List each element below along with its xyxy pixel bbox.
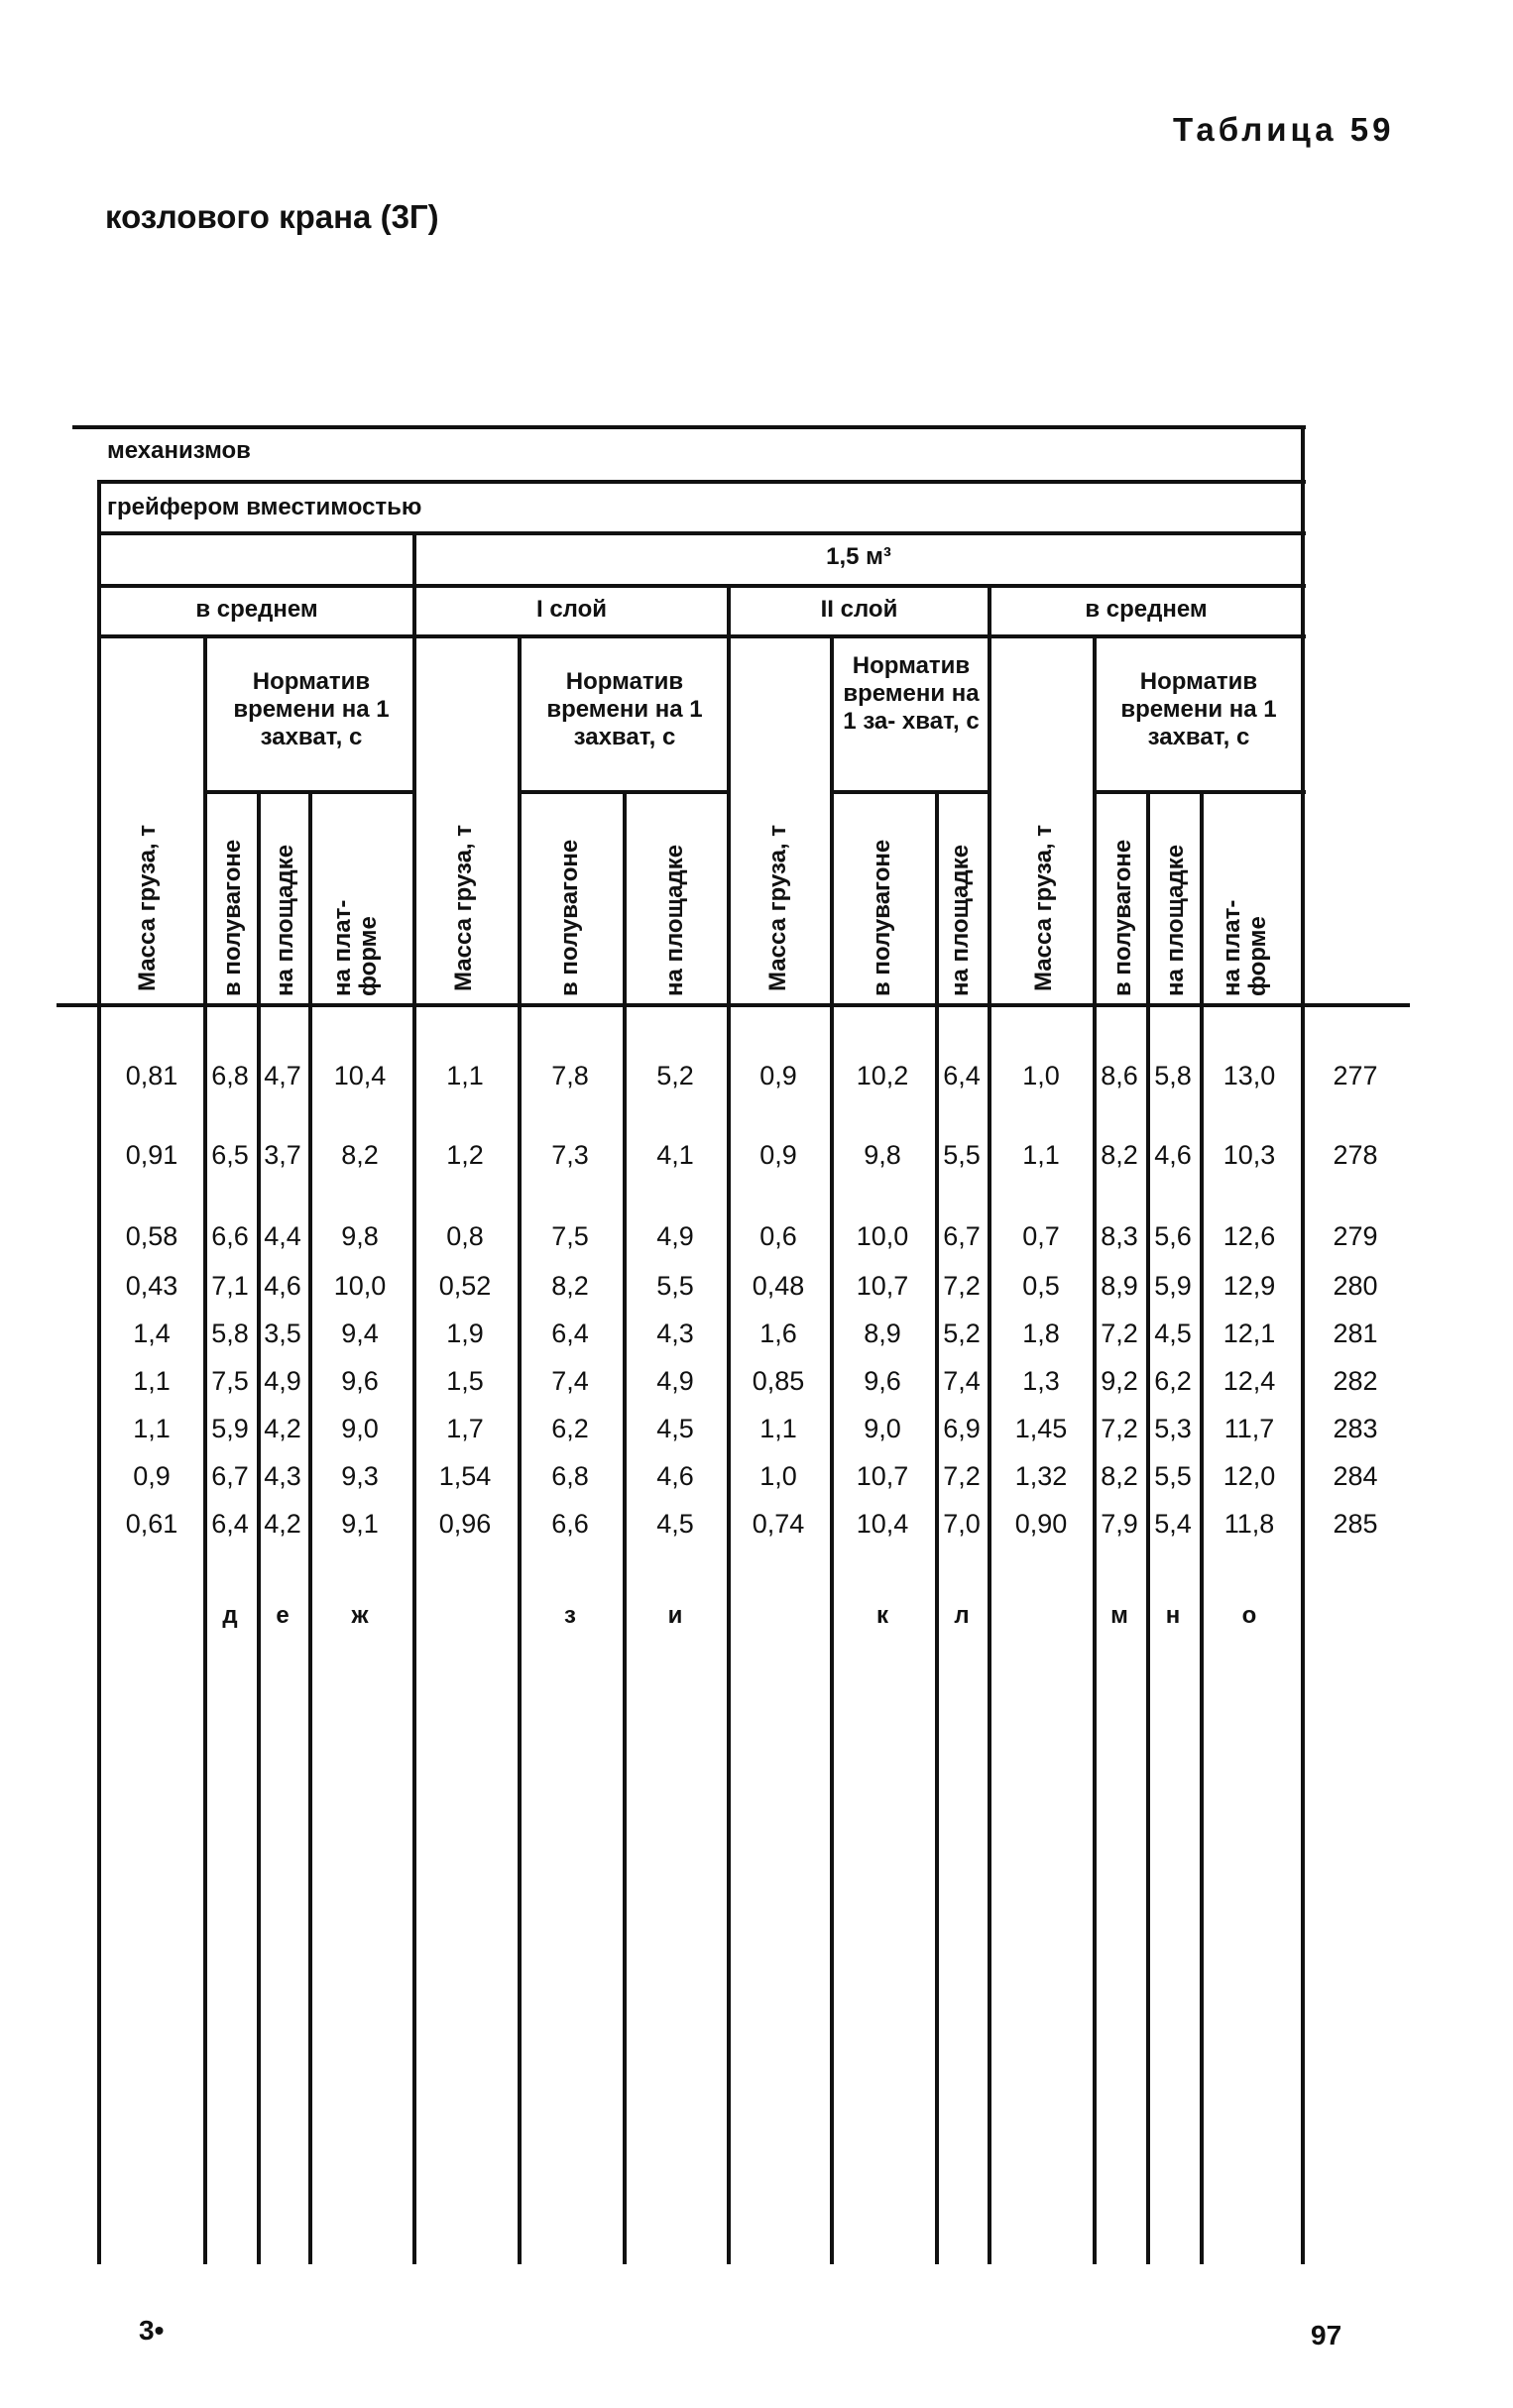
col-site: на площадке (661, 844, 688, 996)
table-cell: 4,7 (264, 1061, 301, 1090)
table-cell: 5,3 (1154, 1414, 1192, 1443)
rule-norm-3 (830, 790, 989, 794)
row-number: 278 (1333, 1140, 1378, 1170)
table-cell: 7,0 (943, 1509, 981, 1539)
table-cell: 0,61 (125, 1509, 178, 1539)
table-cell: 9,3 (341, 1461, 379, 1491)
table-cell: 7,8 (551, 1061, 589, 1090)
column-letter: к (875, 1602, 888, 1629)
table-cell: 11,7 (1223, 1414, 1275, 1443)
table-cell: 1,32 (1014, 1461, 1068, 1491)
table-cell: 0,90 (1014, 1509, 1068, 1539)
rule-top (72, 425, 1306, 429)
table-cell: 0,58 (125, 1221, 178, 1251)
table-cell: 5,9 (1154, 1271, 1192, 1301)
table-cell: 0,8 (446, 1221, 484, 1251)
column-letter: о (1241, 1602, 1257, 1629)
table-cell: 1,1 (759, 1414, 797, 1443)
table-cell: 1,1 (1022, 1140, 1060, 1170)
col-wagon: в полувагоне (1109, 839, 1136, 996)
table-cell: 6,2 (1154, 1366, 1192, 1396)
column-letter: л (954, 1602, 970, 1629)
table-cell: 8,2 (341, 1140, 379, 1170)
table-cell: 1,5 (446, 1366, 484, 1396)
table-cell: 5,5 (656, 1271, 694, 1301)
table-cell: 6,4 (211, 1509, 249, 1539)
group-label: I слой (535, 596, 608, 623)
table-cell: 5,2 (656, 1061, 694, 1090)
table-cell: 9,4 (341, 1319, 379, 1348)
table-cell: 7,2 (943, 1271, 981, 1301)
row-number: 281 (1333, 1319, 1378, 1348)
norm-label: Норматив времени на 1 захват, с (546, 668, 703, 750)
table-cell: 4,6 (656, 1461, 694, 1491)
column-letter: ж (351, 1602, 369, 1629)
table-cell: 8,9 (864, 1319, 901, 1348)
table-cell: 1,1 (133, 1366, 171, 1396)
table-cell: 0,7 (1022, 1221, 1060, 1251)
column-letter: з (564, 1602, 576, 1629)
table-cell: 4,3 (656, 1319, 694, 1348)
norm-label: Норматив времени на 1 захват, с (233, 668, 390, 750)
table-cell: 7,2 (1101, 1414, 1138, 1443)
table-cell: 0,9 (759, 1061, 797, 1090)
table-cell: 4,9 (656, 1366, 694, 1396)
table-cell: 5,8 (211, 1319, 249, 1348)
norm-label: Норматив времени на 1 за- хват, с (843, 652, 980, 735)
col-wagon: в полувагоне (556, 839, 583, 996)
page-subtitle: козлового крана (3Г) (105, 198, 439, 235)
table-cell: 4,2 (264, 1509, 301, 1539)
table-cell: 7,4 (943, 1366, 981, 1396)
table-cell: 6,4 (943, 1061, 981, 1090)
column-letter: е (276, 1602, 290, 1629)
table-cell: 7,9 (1101, 1509, 1138, 1539)
table-cell: 12,1 (1222, 1319, 1276, 1348)
column-letter: и (667, 1602, 683, 1629)
table-cell: 0,43 (125, 1271, 178, 1301)
table-cell: 0,74 (752, 1509, 805, 1539)
col-mass: Масса груза, т (1030, 824, 1057, 991)
table-cell: 5,8 (1154, 1061, 1192, 1090)
col-site: на площадке (947, 844, 974, 996)
table-cell: 1,0 (759, 1461, 797, 1491)
table-cell: 7,2 (1101, 1319, 1138, 1348)
table-cell: 6,8 (551, 1461, 589, 1491)
table-cell: 0,48 (752, 1271, 805, 1301)
table-cell: 4,5 (656, 1509, 694, 1539)
table-cell: 10,7 (856, 1271, 909, 1301)
table-cell: 1,4 (133, 1319, 171, 1348)
table-cell: 9,6 (864, 1366, 901, 1396)
col-platform: на плат- форме (329, 899, 382, 996)
table-cell: 1,6 (759, 1319, 797, 1348)
rule-capacity (100, 584, 1306, 588)
table-cell: 0,91 (125, 1140, 178, 1170)
row-number: 283 (1333, 1414, 1378, 1443)
table-cell: 11,8 (1223, 1509, 1275, 1539)
footer-page-number: 97 (1311, 2320, 1342, 2351)
vline-a (203, 634, 207, 2264)
table-cell: 12,4 (1222, 1366, 1276, 1396)
table-cell: 3,5 (264, 1319, 301, 1348)
table-cell: 0,52 (438, 1271, 492, 1301)
table-cell: 8,2 (551, 1271, 589, 1301)
table-cell: 10,4 (333, 1061, 387, 1090)
table-cell: 7,4 (551, 1366, 589, 1396)
vline-h (830, 634, 834, 2264)
table-cell: 4,3 (264, 1461, 301, 1491)
table-cell: 10,0 (856, 1221, 909, 1251)
table-cell: 4,5 (656, 1414, 694, 1443)
row-number: 279 (1333, 1221, 1378, 1251)
table-cell: 9,6 (341, 1366, 379, 1396)
row-number: 284 (1333, 1461, 1378, 1491)
table-cell: 6,5 (211, 1140, 249, 1170)
rule-groups (100, 634, 1306, 638)
table-cell: 5,6 (1154, 1221, 1192, 1251)
table-cell: 6,9 (943, 1414, 981, 1443)
table-cell: 7,3 (551, 1140, 589, 1170)
table-cell: 7,1 (211, 1271, 249, 1301)
norm-label: Норматив времени на 1 захват, с (1120, 668, 1277, 750)
table-cell: 5,4 (1154, 1509, 1192, 1539)
table-cell: 5,5 (943, 1140, 981, 1170)
table-cell: 1,2 (446, 1140, 484, 1170)
group-label: в среднем (195, 596, 318, 623)
table-cell: 6,4 (551, 1319, 589, 1348)
table-cell: 8,9 (1101, 1271, 1138, 1301)
table-cell: 10,4 (856, 1509, 909, 1539)
table-cell: 7,2 (943, 1461, 981, 1491)
table-cell: 0,96 (438, 1509, 492, 1539)
table-cell: 1,54 (438, 1461, 492, 1491)
rule-mechanisms (100, 480, 1306, 484)
table-cell: 1,7 (446, 1414, 484, 1443)
table-cell: 9,8 (341, 1221, 379, 1251)
table-cell: 6,7 (943, 1221, 981, 1251)
column-letter: м (1110, 1602, 1128, 1629)
table-cell: 8,2 (1101, 1461, 1138, 1491)
table-cell: 7,5 (551, 1221, 589, 1251)
table-cell: 9,0 (341, 1414, 379, 1443)
table-cell: 8,6 (1101, 1061, 1138, 1090)
table-cell: 4,6 (1154, 1140, 1192, 1170)
row-number: 285 (1333, 1509, 1378, 1539)
table-cell: 1,9 (446, 1319, 484, 1348)
row-number: 277 (1333, 1061, 1378, 1090)
row-number: 282 (1333, 1366, 1378, 1396)
group-label: в среднем (1085, 596, 1208, 623)
column-letter: д (222, 1602, 238, 1629)
row-number: 280 (1333, 1271, 1378, 1301)
table-cell: 4,6 (264, 1271, 301, 1301)
table-cell: 6,2 (551, 1414, 589, 1443)
table-cell: 9,1 (341, 1509, 379, 1539)
capacity-label: 1,5 м³ (826, 543, 891, 570)
col-platform: на плат- форме (1219, 899, 1271, 996)
table-cell: 8,2 (1101, 1140, 1138, 1170)
table-cell: 4,5 (1154, 1319, 1192, 1348)
table-cell: 10,3 (1222, 1140, 1276, 1170)
table-cell: 10,0 (333, 1271, 387, 1301)
table-cell: 3,7 (264, 1140, 301, 1170)
table-cell: 1,0 (1022, 1061, 1060, 1090)
table-cell: 5,9 (211, 1414, 249, 1443)
table-cell: 12,0 (1222, 1461, 1276, 1491)
table-cell: 4,2 (264, 1414, 301, 1443)
table-cell: 0,6 (759, 1221, 797, 1251)
table-cell: 9,8 (864, 1140, 901, 1170)
table-cell: 1,8 (1022, 1319, 1060, 1348)
col-wagon: в полувагоне (219, 839, 246, 996)
col-mass: Масса груза, т (134, 824, 161, 991)
table-cell: 9,0 (864, 1414, 901, 1443)
table-cell: 12,6 (1222, 1221, 1276, 1251)
table-cell: 1,1 (446, 1061, 484, 1090)
vline-right (1301, 425, 1305, 2264)
table-cell: 4,1 (656, 1140, 694, 1170)
table-cell: 4,9 (656, 1221, 694, 1251)
table-cell: 4,9 (264, 1366, 301, 1396)
table-cell: 6,6 (551, 1509, 589, 1539)
rule-grab (100, 531, 1306, 535)
table-cell: 8,3 (1101, 1221, 1138, 1251)
col-wagon: в полувагоне (869, 839, 895, 996)
table-cell: 5,5 (1154, 1461, 1192, 1491)
table-cell: 4,4 (264, 1221, 301, 1251)
vline-f (623, 790, 627, 2264)
table-cell: 12,9 (1222, 1271, 1276, 1301)
table-label: Таблица 59 (1173, 111, 1395, 148)
row-grab: грейфером вместимостью (107, 494, 422, 520)
table-cell: 1,3 (1022, 1366, 1060, 1396)
col-mass: Масса груза, т (450, 824, 477, 991)
table-cell: 0,9 (133, 1461, 171, 1491)
table-cell: 1,45 (1014, 1414, 1068, 1443)
table-cell: 9,2 (1101, 1366, 1138, 1396)
table-cell: 6,7 (211, 1461, 249, 1491)
table-cell: 7,5 (211, 1366, 249, 1396)
table-cell: 0,81 (125, 1061, 178, 1090)
table-cell: 10,2 (856, 1061, 909, 1090)
group-label: II слой (820, 596, 898, 623)
vline-e (518, 634, 522, 2264)
col-mass: Масса груза, т (764, 824, 791, 991)
vline-g (727, 584, 731, 2264)
table-cell: 13,0 (1222, 1061, 1276, 1090)
table-cell: 0,85 (752, 1366, 805, 1396)
table-cell: 0,5 (1022, 1271, 1060, 1301)
col-site: на площадке (272, 844, 298, 996)
vline-left (97, 480, 101, 2264)
table-cell: 10,7 (856, 1461, 909, 1491)
footer-page-mark: 3• (139, 2315, 165, 2346)
vline-k (1093, 634, 1097, 2264)
col-site: на площадке (1162, 844, 1189, 996)
table-cell: 6,8 (211, 1061, 249, 1090)
row-mechanisms: механизмов (107, 437, 251, 464)
table-cell: 1,1 (133, 1414, 171, 1443)
table-cell: 5,2 (943, 1319, 981, 1348)
column-letter: н (1165, 1602, 1181, 1629)
table-cell: 0,9 (759, 1140, 797, 1170)
table-cell: 6,6 (211, 1221, 249, 1251)
vline-d (412, 531, 416, 2264)
